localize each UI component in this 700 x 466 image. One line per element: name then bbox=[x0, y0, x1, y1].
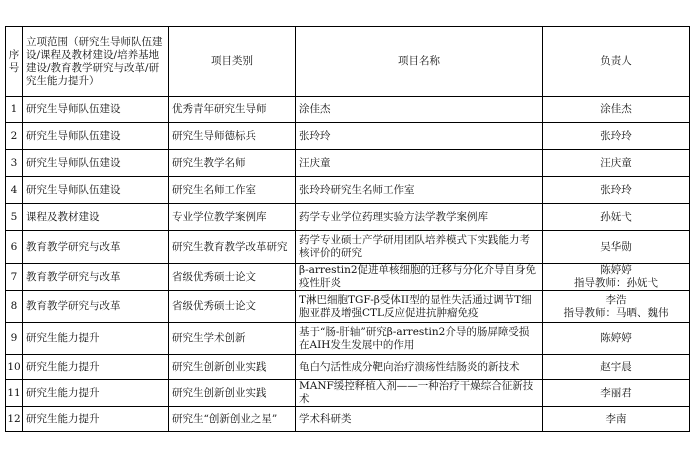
row-leader: 孙妩弋 bbox=[600, 210, 632, 223]
row-leader: 吴华勋 bbox=[600, 240, 632, 253]
row-leader: 赵宇晨 bbox=[600, 360, 632, 373]
row-number: 3 bbox=[6, 150, 23, 177]
row-category: 研究生能力提升 bbox=[23, 407, 169, 432]
row-leader: 李丽君 bbox=[600, 386, 632, 399]
row-number: 4 bbox=[6, 177, 23, 204]
row-type: 省级优秀硕士论文 bbox=[169, 264, 296, 291]
row-number: 9 bbox=[6, 323, 23, 355]
table-row bbox=[6, 150, 690, 177]
row-category: 研究生能力提升 bbox=[23, 355, 169, 380]
row-category: 研究生能力提升 bbox=[23, 380, 169, 407]
row-leader-cell bbox=[543, 204, 690, 231]
row-leader: 李南 bbox=[605, 412, 627, 425]
row-project-name: 学术科研类 bbox=[296, 407, 543, 432]
row-project-name: MANF缓控释植入剂——一种治疗干燥综合征新技术 bbox=[296, 380, 543, 407]
table-row bbox=[6, 204, 690, 231]
row-leader-cell bbox=[543, 177, 690, 204]
row-category: 研究生能力提升 bbox=[23, 323, 169, 355]
row-category: 教育教学研究与改革 bbox=[23, 231, 169, 264]
row-leader: 汪庆童 bbox=[600, 156, 632, 169]
row-leader: 李浩 bbox=[605, 293, 627, 306]
row-leader: 张玲玲 bbox=[600, 183, 632, 196]
table-row bbox=[6, 355, 690, 380]
row-project-name: 张玲玲研究生名师工作室 bbox=[296, 177, 543, 204]
row-number: 2 bbox=[6, 123, 23, 150]
row-category: 研究生导师队伍建设 bbox=[23, 177, 169, 204]
row-project-name: 药学专业学位药理实验方法学教学案例库 bbox=[296, 204, 543, 231]
row-type: 研究生“创新创业之星” bbox=[169, 407, 296, 432]
row-number: 12 bbox=[6, 407, 23, 432]
row-leader: 陈婷婷 bbox=[600, 264, 632, 276]
row-leader-cell bbox=[543, 150, 690, 177]
row-leader-cell bbox=[543, 123, 690, 150]
row-leader-cell bbox=[543, 97, 690, 123]
table-row bbox=[6, 123, 690, 150]
row-type: 优秀青年研究生导师 bbox=[169, 97, 296, 123]
row-project-name: 基于“肠-肝轴”研究β-arrestin2介导的肠屏障受损在AIH发生发展中的作用 bbox=[296, 323, 543, 355]
table-row bbox=[6, 380, 690, 407]
row-type: 研究生名师工作室 bbox=[169, 177, 296, 204]
row-project-name: 药学专业硕士产学研用团队培养模式下实践能力考核评价的研究 bbox=[296, 231, 543, 264]
table-body bbox=[6, 97, 690, 432]
row-type: 专业学位教学案例库 bbox=[169, 204, 296, 231]
row-project-name: 张玲玲 bbox=[296, 123, 543, 150]
row-category: 教育教学研究与改革 bbox=[23, 291, 169, 323]
row-project-name: T淋巴细胞TGF-β受体II型的显性失活通过调节T细胞亚群及增强CTL反应促进抗肿瘤免疫 bbox=[296, 291, 543, 323]
row-category: 课程及教材建设 bbox=[23, 204, 169, 231]
row-leader: 涂佳杰 bbox=[600, 103, 632, 115]
project-table-sheet bbox=[5, 26, 689, 432]
table-row bbox=[6, 291, 690, 323]
row-leader-cell bbox=[543, 231, 690, 264]
row-type: 省级优秀硕士论文 bbox=[169, 291, 296, 323]
row-category: 研究生导师队伍建设 bbox=[23, 150, 169, 177]
table-row bbox=[6, 407, 690, 432]
row-project-name: β-arrestin2促进单核细胞的迁移与分化介导自身免疫性肝炎 bbox=[296, 264, 543, 291]
row-type: 研究生创新创业实践 bbox=[169, 380, 296, 407]
row-leader-cell bbox=[543, 355, 690, 380]
row-type: 研究生教学名师 bbox=[169, 150, 296, 177]
row-number: 10 bbox=[6, 355, 23, 380]
table-row bbox=[6, 323, 690, 355]
row-leader-cell bbox=[543, 323, 690, 355]
row-number: 8 bbox=[6, 291, 23, 323]
row-number: 11 bbox=[6, 380, 23, 407]
header-name: 项目名称 bbox=[296, 27, 543, 97]
row-project-name: 龟白勺活性成分靶向治疗溃疡性结肠炎的新技术 bbox=[296, 355, 543, 380]
row-type: 研究生学术创新 bbox=[169, 323, 296, 355]
row-category: 研究生导师队伍建设 bbox=[23, 123, 169, 150]
row-advisor: 指导教师：马晒、魏伟 bbox=[563, 306, 669, 319]
row-number: 7 bbox=[6, 264, 23, 291]
table-header-row bbox=[6, 27, 690, 97]
row-type: 研究生创新创业实践 bbox=[169, 355, 296, 380]
row-leader-cell bbox=[543, 407, 690, 432]
header-type: 项目类别 bbox=[169, 27, 296, 97]
table-row bbox=[6, 231, 690, 264]
row-project-name: 汪庆童 bbox=[296, 150, 543, 177]
row-type: 研究生教育教学改革研究 bbox=[169, 231, 296, 264]
row-leader-cell bbox=[543, 291, 690, 323]
row-number: 1 bbox=[6, 97, 23, 123]
row-category: 教育教学研究与改革 bbox=[23, 264, 169, 291]
header-leader: 负责人 bbox=[543, 27, 690, 97]
table-row bbox=[6, 97, 690, 123]
table-row bbox=[6, 177, 690, 204]
project-table bbox=[5, 26, 690, 432]
row-leader: 陈婷婷 bbox=[600, 332, 632, 344]
row-leader-cell bbox=[543, 264, 690, 291]
header-no: 序号 bbox=[6, 27, 23, 97]
header-category: 立项范围（研究生导师队伍建设/课程及教材建设/培养基地建设/教育教学研究与改革/研究生能力提升） bbox=[23, 27, 169, 97]
table-row bbox=[6, 264, 690, 291]
row-project-name: 涂佳杰 bbox=[296, 97, 543, 123]
row-type: 研究生导师德标兵 bbox=[169, 123, 296, 150]
row-number: 5 bbox=[6, 204, 23, 231]
row-category: 研究生导师队伍建设 bbox=[23, 97, 169, 123]
row-advisor: 指导教师：孙妩弋 bbox=[574, 277, 658, 289]
row-leader: 张玲玲 bbox=[600, 129, 632, 142]
row-leader-cell bbox=[543, 380, 690, 407]
row-number: 6 bbox=[6, 231, 23, 264]
